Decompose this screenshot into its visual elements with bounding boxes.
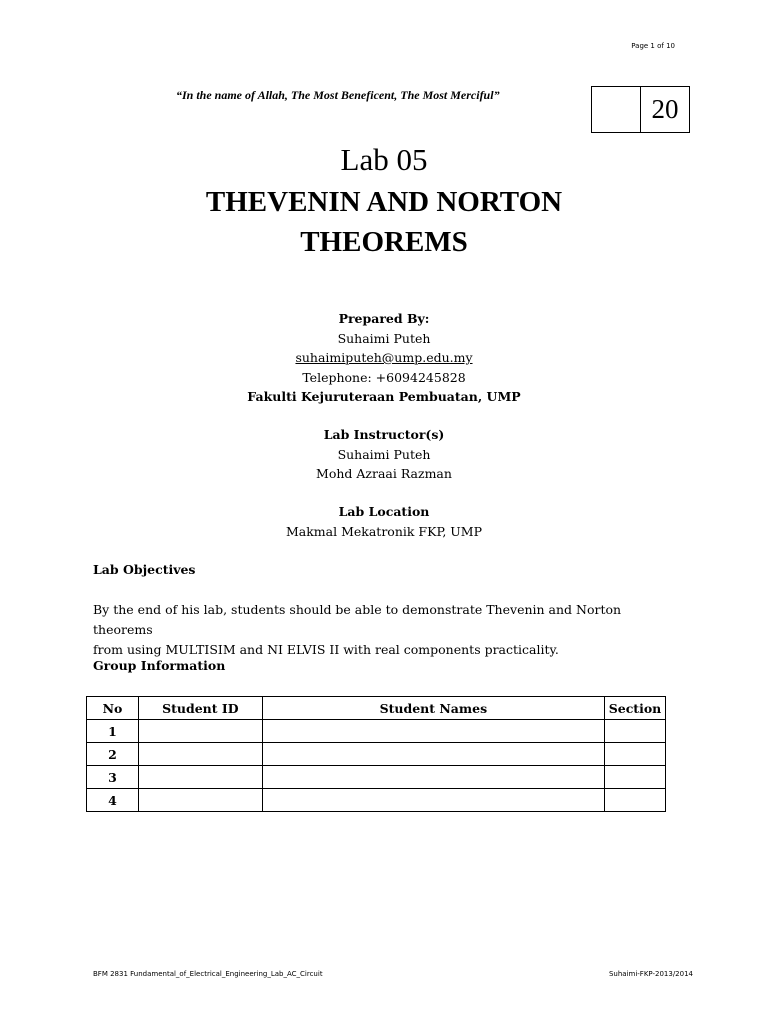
row-number: 1: [87, 720, 139, 743]
instructors-block: [0, 425, 768, 484]
title-line-1: THEVENIN AND NORTON: [205, 186, 563, 218]
objectives-line-1: By the end of his lab, students should be able to demonstrate Thevenin and Norton theorems: [93, 602, 622, 637]
location-value: Makmal Mekatronik FKP, UMP: [285, 523, 483, 539]
faculty: Fakulti Kejuruteraan Pembuatan, UMP: [247, 389, 521, 404]
prepared-by-block: [0, 309, 768, 407]
lab-number: Lab 05: [340, 142, 428, 177]
title-line-2: THEOREMS: [300, 226, 468, 258]
instructors-heading: Lab Instructor(s): [323, 427, 445, 442]
student-id-cell[interactable]: [138, 766, 262, 789]
row-number: 2: [87, 743, 139, 766]
section-cell[interactable]: [604, 766, 665, 789]
section-cell[interactable]: [604, 743, 665, 766]
student-id-cell[interactable]: [138, 720, 262, 743]
student-name-cell[interactable]: [262, 766, 604, 789]
student-id-cell[interactable]: [138, 743, 262, 766]
section-cell[interactable]: [604, 789, 665, 812]
table-header-row: [87, 697, 666, 720]
row-number: 3: [87, 766, 139, 789]
objectives-paragraph: [93, 600, 683, 660]
score-box: [591, 86, 690, 133]
group-table: [86, 696, 666, 812]
score-empty-cell: [592, 87, 641, 132]
title-block: [0, 140, 768, 262]
table-row: [87, 789, 666, 812]
telephone: Telephone: +6094245828: [302, 369, 466, 385]
location-block: [0, 502, 768, 541]
objectives-heading: Lab Objectives: [93, 562, 196, 577]
group-info-heading: Group Information: [93, 658, 226, 673]
student-name-cell[interactable]: [262, 720, 604, 743]
prepared-by-name: Suhaimi Puteh: [337, 330, 431, 346]
footer-right: Suhaimi-FKP-2013/2014: [608, 970, 693, 978]
email-link[interactable]: suhaimiputeh@ump.edu.my: [295, 350, 473, 365]
column-header-no: No: [87, 697, 139, 720]
column-header-section: Section: [604, 697, 665, 720]
score-value: 20: [651, 94, 679, 124]
student-id-cell[interactable]: [138, 789, 262, 812]
column-header-student-names: Student Names: [262, 697, 604, 720]
table-row: [87, 766, 666, 789]
objectives-line-2: from using MULTISIM and NI ELVIS II with real components practicality.: [93, 642, 559, 657]
bismillah-text: “In the name of Allah, The Most Beneficent, The Most Merciful”: [176, 88, 500, 102]
student-name-cell[interactable]: [262, 743, 604, 766]
page-number: Page 1 of 10: [631, 42, 675, 50]
instructor-name: Suhaimi Puteh: [337, 446, 431, 462]
prepared-by-heading: Prepared By:: [338, 311, 430, 326]
row-number: 4: [87, 789, 139, 812]
section-cell[interactable]: [604, 720, 665, 743]
column-header-student-id: Student ID: [138, 697, 262, 720]
table-row: [87, 720, 666, 743]
location-heading: Lab Location: [338, 504, 430, 519]
table-row: [87, 743, 666, 766]
footer-left: BFM 2831 Fundamental_of_Electrical_Engineering_Lab_AC_Circuit: [93, 970, 323, 978]
instructor-name: Mohd Azraai Razman: [316, 466, 452, 481]
student-name-cell[interactable]: [262, 789, 604, 812]
